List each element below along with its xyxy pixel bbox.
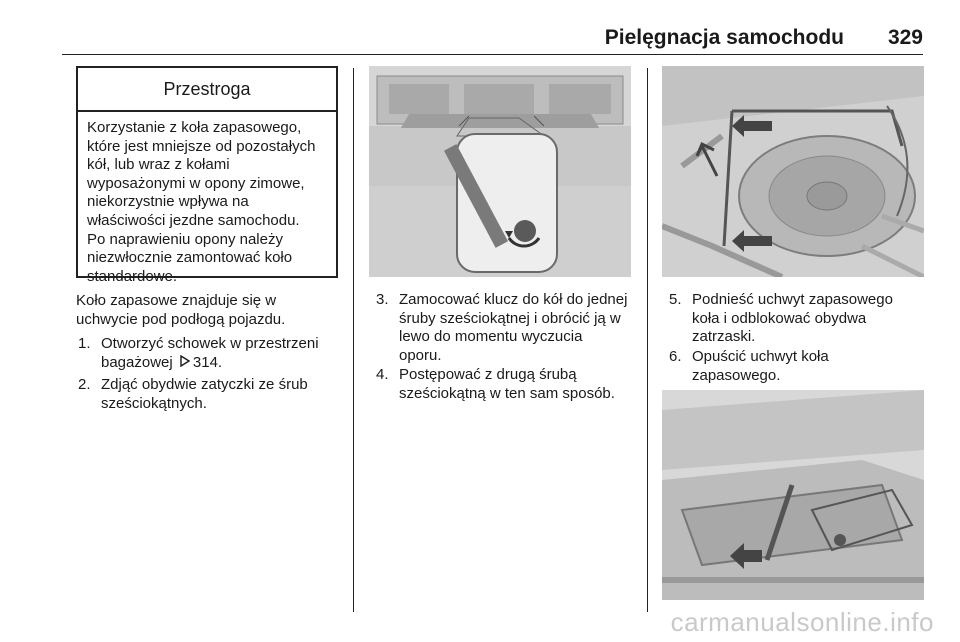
page-reference[interactable]: 314. (192, 353, 223, 371)
header-divider (62, 54, 923, 55)
caution-line: Po naprawieniu opony należy (87, 230, 283, 248)
step-line: Otworzyć schowek w przestrzeni (101, 335, 319, 352)
caution-line: niezwłocznie zamontować koło (87, 249, 293, 267)
step-line: sześciokątną w ten sam sposób. (399, 384, 615, 402)
step-number: 5. (669, 291, 682, 308)
page-reference-arrow-icon[interactable] (180, 354, 190, 373)
step-line: zatrzaski. (692, 328, 756, 346)
step-number: 1. (78, 335, 91, 352)
step-1 (78, 335, 363, 372)
step-line: śruby sześciokątnej i obrócić ją w (399, 309, 621, 327)
caution-line: niekorzystnie wpływa na (87, 193, 249, 211)
step-number: 2. (78, 376, 91, 393)
step-line: Zamocować klucz do kół do jednej (399, 291, 628, 308)
illustration-lowering-holder (662, 390, 924, 600)
caution-title: Przestroga (78, 68, 336, 112)
step-2 (78, 376, 363, 413)
illustration-wheel-wrench (369, 66, 631, 277)
header-title: Pielęgnacja samochodu (604, 26, 844, 49)
step-line: Zdjąć obydwie zatyczki ze śrub (101, 376, 308, 393)
intro-paragraph (76, 292, 346, 329)
step-number: 6. (669, 348, 682, 365)
intro-line: uchwycie pod podłogą pojazdu. (76, 310, 286, 328)
step-line: sześciokątnych. (101, 394, 207, 412)
caution-line: kół, lub wraz z kołami (87, 156, 230, 174)
step-line: Podnieść uchwyt zapasowego (692, 291, 893, 308)
step-line: zapasowego. (692, 366, 781, 384)
step-line: bagażowej 314. (101, 353, 223, 371)
step-3 (376, 291, 661, 365)
step-line: koła i odblokować obydwa (692, 309, 867, 327)
caution-line: Korzystanie z koła zapasowego, (87, 119, 302, 136)
caution-line: właściwości jezdne samochodu. (87, 211, 300, 229)
step-number: 3. (376, 291, 389, 308)
intro-line: Koło zapasowe znajduje się w (76, 292, 277, 309)
illustration-spare-wheel-holder (662, 66, 924, 277)
caution-line: które jest mniejsze od pozostałych (87, 137, 316, 155)
step-5 (669, 291, 954, 347)
caution-box (76, 66, 338, 285)
page-number: 329 (887, 26, 923, 49)
step-line: Postępować z drugą śrubą (399, 366, 577, 383)
step-6 (669, 348, 954, 385)
watermark: carmanualsonline.info (670, 607, 934, 637)
step-number: 4. (376, 366, 389, 383)
step-line: oporu. (399, 346, 442, 364)
step-4 (376, 366, 661, 403)
step-line: lewo do momentu wyczucia (399, 328, 583, 346)
caution-text (78, 112, 336, 286)
caution-line: standardowe. (87, 267, 178, 285)
caution-line: wyposażonymi w opony zimowe, (87, 174, 305, 192)
step-line: Opuścić uchwyt koła (692, 348, 829, 365)
